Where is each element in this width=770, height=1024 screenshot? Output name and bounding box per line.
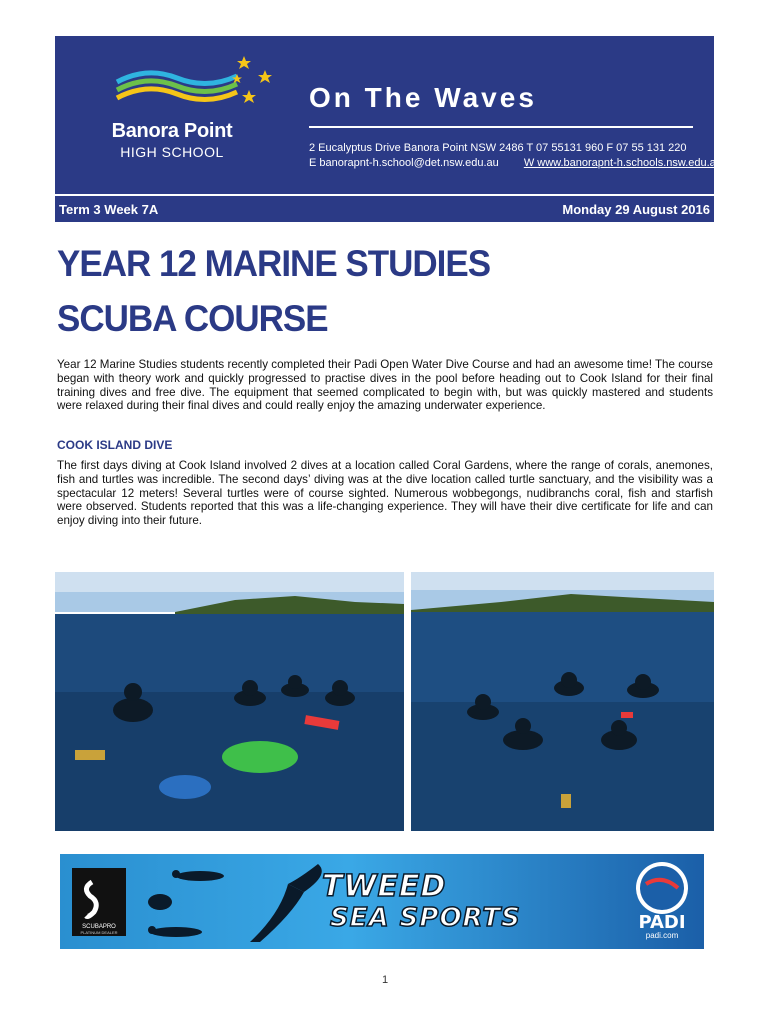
padi-logo-text: PADI [638,912,686,933]
divers-photo-left [55,572,404,831]
school-subtitle: HIGH SCHOOL [120,144,224,160]
tweed-text: TWEED [322,869,447,904]
title-divider [309,126,693,128]
scubapro-logo-text: SCUBAPRO [82,924,116,930]
issue-date: Monday 29 August 2016 [562,202,710,217]
school-logo [87,52,287,182]
masthead [55,36,722,194]
email-text: E banorapnt-h.school@det.nsw.edu.au [309,157,499,169]
waves-logo-icon [87,52,287,122]
school-name: Banora Point [111,120,233,142]
page-number: 1 [381,974,389,986]
term-bar [55,196,714,222]
headline-line-1: YEAR 12 MARINE STUDIES [57,243,491,285]
term-week: Term 3 Week 7A [59,202,159,217]
newsletter-title: On The Waves [309,82,537,113]
article-headline [57,237,490,346]
padi-url-text: padi.com [645,931,679,940]
scubapro-sub-text: PLATINUM DEALER [80,930,118,935]
divers-photo-right [411,572,714,831]
contact-block [309,141,722,171]
section-heading: COOK ISLAND DIVE [57,438,173,452]
website-link[interactable]: W www.banorapnt-h.schools.nsw.edu.au [523,157,722,169]
intro-paragraph: Year 12 Marine Studies students recently completed their Padi Open Water Dive Course and had an awesome time! The course began with theory work and quickly progressed to practise dives in the pool before heading out to Cook Island for their final training dives and free dive. The equipment that seemed complicated to begin with, but was quickly mastered and students were relaxed during their final dives and could really enjoy the amazing underwater experience. [57,358,713,413]
headline-line-2: SCUBA COURSE [57,298,328,340]
sea-sports-text: SEA SPORTS [330,903,521,933]
sponsor-banner [60,854,704,949]
address-line: 2 Eucalyptus Drive Banora Point NSW 2486 T 07 55131 960 F 07 55 131 220 [309,142,687,154]
cook-island-paragraph: The first days diving at Cook Island involved 2 dives at a location called Coral Gardens, where the range of corals, anemones, fish and turtles was incredible. The second days’ diving was at the dive location called turtle sanctuary, and the visibility was a spectacular 12 meters! Several turtles were of course sighted. Numerous wobbegongs, nudibranchs coral, fish and starfish were observed. Students reported that this was a life-changing experience. They will have their dive certificate for life and can enjoy diving into their future. [57,459,713,528]
